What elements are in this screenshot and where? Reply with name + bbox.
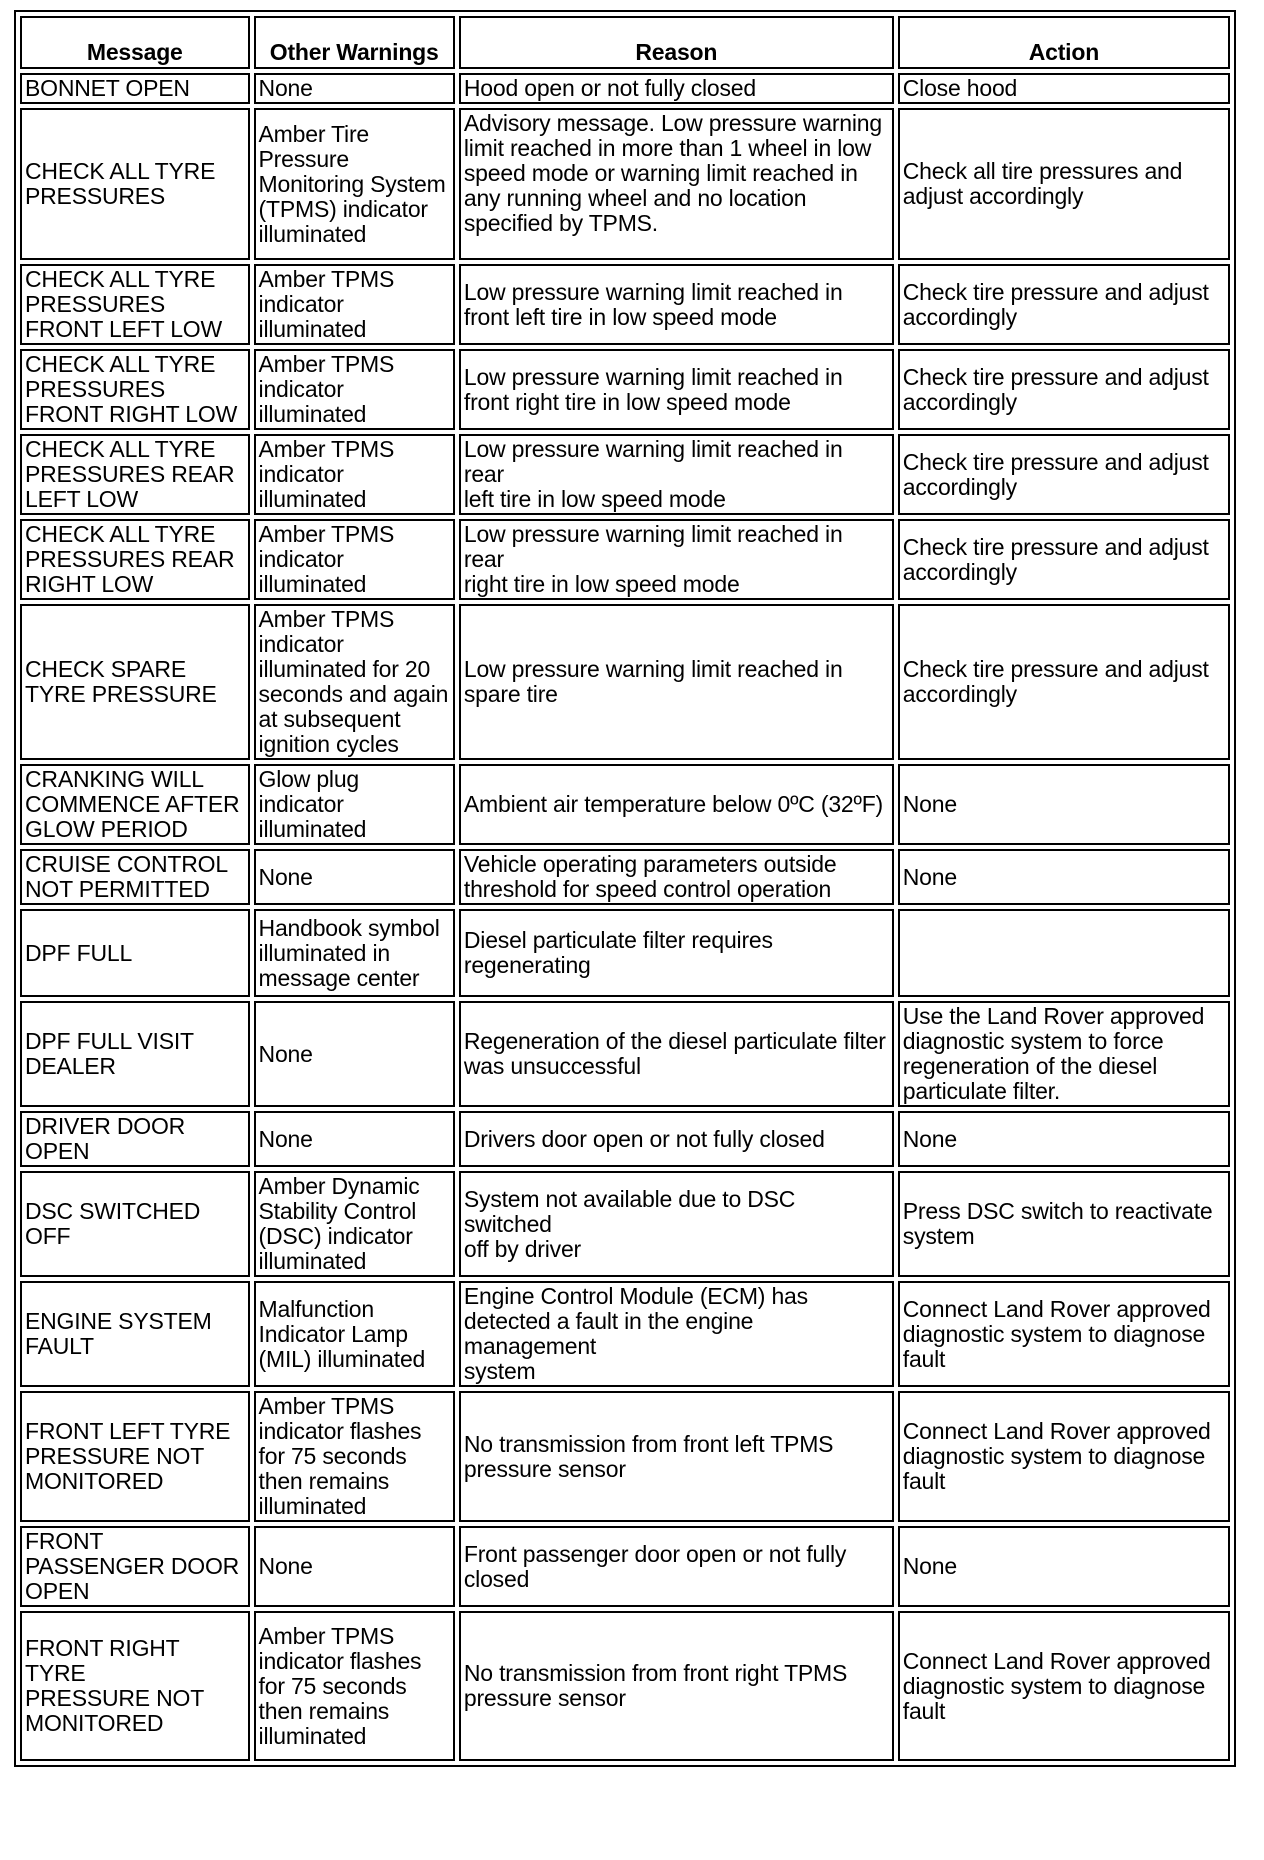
- table-row: [20, 349, 1230, 430]
- cell-reason: Ambient air temperature below 0ºC (32ºF): [459, 764, 894, 845]
- cell-warnings: None: [254, 1111, 455, 1167]
- header-row: [20, 16, 1230, 69]
- cell-message: BONNET OPEN: [20, 73, 250, 104]
- cell-reason: Front passenger door open or not fully closed: [459, 1526, 894, 1607]
- cell-reason: Low pressure warning limit reached in front left tire in low speed mode: [459, 264, 894, 345]
- table-row: [20, 1281, 1230, 1387]
- cell-reason: Vehicle operating parameters outside threshold for speed control operation: [459, 849, 894, 905]
- table-row: [20, 1111, 1230, 1167]
- cell-reason: Drivers door open or not fully closed: [459, 1111, 894, 1167]
- cell-warnings: Handbook symbol illuminated in message center: [254, 909, 455, 997]
- cell-message: CHECK ALL TYRE PRESSURES FRONT LEFT LOW: [20, 264, 250, 345]
- cell-warnings: None: [254, 73, 455, 104]
- cell-action: Check all tire pressures and adjust accordingly: [898, 108, 1230, 260]
- cell-message: CRANKING WILL COMMENCE AFTER GLOW PERIOD: [20, 764, 250, 845]
- cell-warnings: Amber TPMS indicator flashes for 75 seconds then remains illuminated: [254, 1391, 455, 1522]
- cell-message: CHECK SPARE TYRE PRESSURE: [20, 604, 250, 760]
- table-row: [20, 909, 1230, 997]
- message-table: [14, 10, 1236, 1767]
- cell-message: DSC SWITCHED OFF: [20, 1171, 250, 1277]
- table-row: [20, 1611, 1230, 1761]
- cell-warnings: Amber TPMS indicator flashes for 75 seconds then remains illuminated: [254, 1611, 455, 1761]
- cell-action: Use the Land Rover approved diagnostic system to force regeneration of the diesel particulate filter.: [898, 1001, 1230, 1107]
- cell-action: Connect Land Rover approved diagnostic system to diagnose fault: [898, 1281, 1230, 1387]
- cell-reason: Low pressure warning limit reached in front right tire in low speed mode: [459, 349, 894, 430]
- table-row: [20, 434, 1230, 515]
- table-row: [20, 849, 1230, 905]
- cell-message: DRIVER DOOR OPEN: [20, 1111, 250, 1167]
- cell-message: CHECK ALL TYRE PRESSURES REAR LEFT LOW: [20, 434, 250, 515]
- cell-reason: Regeneration of the diesel particulate filter was unsuccessful: [459, 1001, 894, 1107]
- table-row: [20, 1171, 1230, 1277]
- table-row: [20, 1526, 1230, 1607]
- cell-warnings: Malfunction Indicator Lamp (MIL) illuminated: [254, 1281, 455, 1387]
- cell-reason: Engine Control Module (ECM) has detected a fault in the engine management system: [459, 1281, 894, 1387]
- cell-warnings: None: [254, 1001, 455, 1107]
- cell-action: Close hood: [898, 73, 1230, 104]
- cell-message: CRUISE CONTROL NOT PERMITTED: [20, 849, 250, 905]
- cell-message: CHECK ALL TYRE PRESSURES REAR RIGHT LOW: [20, 519, 250, 600]
- table-row: [20, 73, 1230, 104]
- header-message: Message: [20, 16, 250, 69]
- cell-action: Connect Land Rover approved diagnostic system to diagnose fault: [898, 1391, 1230, 1522]
- cell-reason: No transmission from front right TPMS pressure sensor: [459, 1611, 894, 1761]
- cell-message: CHECK ALL TYRE PRESSURES: [20, 108, 250, 260]
- cell-message: DPF FULL VISIT DEALER: [20, 1001, 250, 1107]
- cell-message: FRONT RIGHT TYRE PRESSURE NOT MONITORED: [20, 1611, 250, 1761]
- table-row: [20, 764, 1230, 845]
- table-row: [20, 108, 1230, 260]
- cell-action: Check tire pressure and adjust accordingly: [898, 604, 1230, 760]
- table-row: [20, 519, 1230, 600]
- table-row: [20, 1001, 1230, 1107]
- cell-warnings: None: [254, 1526, 455, 1607]
- cell-warnings: Amber TPMS indicator illuminated for 20 seconds and again at subsequent ignition cycles: [254, 604, 455, 760]
- cell-reason: Diesel particulate filter requires regenerating: [459, 909, 894, 997]
- cell-message: FRONT PASSENGER DOOR OPEN: [20, 1526, 250, 1607]
- cell-message: FRONT LEFT TYRE PRESSURE NOT MONITORED: [20, 1391, 250, 1522]
- cell-action: Check tire pressure and adjust accordingly: [898, 519, 1230, 600]
- cell-reason: System not available due to DSC switched off by driver: [459, 1171, 894, 1277]
- cell-warnings: Glow plug indicator illuminated: [254, 764, 455, 845]
- cell-warnings: Amber TPMS indicator illuminated: [254, 349, 455, 430]
- cell-reason: Low pressure warning limit reached in rear left tire in low speed mode: [459, 434, 894, 515]
- header-other-warnings: Other Warnings: [254, 16, 455, 69]
- cell-action: Check tire pressure and adjust accordingly: [898, 434, 1230, 515]
- cell-action: Check tire pressure and adjust accordingly: [898, 349, 1230, 430]
- cell-action: None: [898, 1526, 1230, 1607]
- document-page: [14, 10, 1236, 1767]
- cell-reason: Advisory message. Low pressure warning limit reached in more than 1 wheel in low speed mode or warning limit reached in any running wheel and no location specified by TPMS.: [459, 108, 894, 260]
- table-row: [20, 1391, 1230, 1522]
- cell-reason: No transmission from front left TPMS pressure sensor: [459, 1391, 894, 1522]
- cell-action: [898, 909, 1230, 997]
- cell-reason: Hood open or not fully closed: [459, 73, 894, 104]
- cell-warnings: None: [254, 849, 455, 905]
- cell-action: None: [898, 849, 1230, 905]
- cell-action: Press DSC switch to reactivate system: [898, 1171, 1230, 1277]
- cell-warnings: Amber TPMS indicator illuminated: [254, 434, 455, 515]
- table-row: [20, 604, 1230, 760]
- cell-warnings: Amber Dynamic Stability Control (DSC) indicator illuminated: [254, 1171, 455, 1277]
- cell-warnings: Amber Tire Pressure Monitoring System (TPMS) indicator illuminated: [254, 108, 455, 260]
- cell-message: DPF FULL: [20, 909, 250, 997]
- header-action: Action: [898, 16, 1230, 69]
- cell-message: CHECK ALL TYRE PRESSURES FRONT RIGHT LOW: [20, 349, 250, 430]
- cell-action: Connect Land Rover approved diagnostic system to diagnose fault: [898, 1611, 1230, 1761]
- cell-reason: Low pressure warning limit reached in spare tire: [459, 604, 894, 760]
- cell-warnings: Amber TPMS indicator illuminated: [254, 264, 455, 345]
- cell-action: None: [898, 764, 1230, 845]
- cell-reason: Low pressure warning limit reached in rear right tire in low speed mode: [459, 519, 894, 600]
- cell-action: None: [898, 1111, 1230, 1167]
- table-row: [20, 264, 1230, 345]
- header-reason: Reason: [459, 16, 894, 69]
- cell-message: ENGINE SYSTEM FAULT: [20, 1281, 250, 1387]
- cell-warnings: Amber TPMS indicator illuminated: [254, 519, 455, 600]
- cell-action: Check tire pressure and adjust accordingly: [898, 264, 1230, 345]
